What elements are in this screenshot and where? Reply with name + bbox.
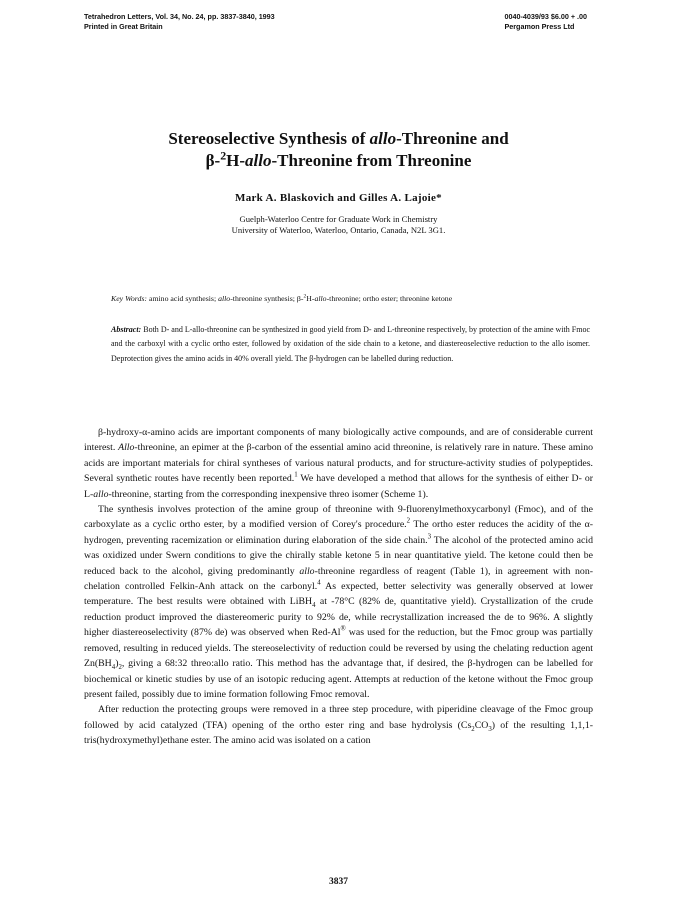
- paper-title: [0, 128, 677, 172]
- publisher-header: [504, 12, 587, 32]
- affiliation-line-2: University of Waterloo, Waterloo, Ontario, Canada, N2L 3G1.: [231, 224, 446, 235]
- paragraph-1: β-hydroxy-α-amino acids are important components of many biologically active compounds, and are of considerable current interest. Allo-threonine, an epimer at the β-carbon of the essential amino acid threonine, is relatively rare in nature. These amino acids are important materials for chiral syntheses of various natural products, and for structure-activity studies of polypeptides. Several synthetic routes have recently been reported.$^1$ We have developed a method that allows for the synthesis of either D- or L-allo-threonine, starting from the corresponding inexpensive threo isomer (Scheme 1).: [84, 427, 594, 500]
- abstract-label: Abstract:: [111, 325, 142, 334]
- authors: Mark A. Blaskovich and Gilles A. Lajoie*: [235, 192, 442, 204]
- affiliation-line-1: Guelph-Waterloo Centre for Graduate Work in Chemistry: [239, 214, 438, 224]
- keywords: Key Words: amino acid synthesis; allo-threonine synthesis; β-$^2$H-allo-threonine; ortho ester; threonine ketone: [111, 293, 453, 303]
- journal-header: [84, 12, 275, 32]
- paragraph-2: The synthesis involves protection of the amine group of threonine with 9-fluorenylmethoxycarbonyl (Fmoc), and of the carboxylate as a cyclic ortho ester, by a modified version of Corey's procedure.$^2$ The ortho ester reduces the acidity of the α-hydrogen, preventing racemization or elimination during elaboration of the side chain.$^3$ The alcohol of the protected amino acid was oxidized under Swern conditions to give the chirally stable ketone 5 in near quantitative yield. The ketone could then be reduced back to the alcohol, giving predominantly allo-threonine regardless of reagent (Table 1), in agreement with non-chelation controlled Felkin-Anh attack on the carbonyl.$^4$ As expected, better selectivity was generally observed at lower temperature. The best results were obtained with LiBH$_4$ at -78°C (82% de, quantitative yield). Crystallization of the crude reduction product improved the diastereomeric purity to 92% de, while recrystallization increased the de to 96%. A slightly higher diastereoselectivity (87% de) was observed when Red-Al® was used for the reduction, but the Fmoc group was partially removed, resulting in reduced yields. The stereoselectivity of reduction could be reversed by using the chelating reduction agent $Zn(BH_4)_2$, giving a 68:32 threo:allo ratio. This method has the advantage that, if desired, the β-hydrogen can be labelled for biochemical or kinetic studies by use of an isotopic reducing agent. Attempts at reduction of the ketone without the Fmoc group present failed, possibly due to imine formation following Fmoc removal.: [84, 504, 593, 700]
- keywords-label: Key Words:: [111, 294, 148, 303]
- printed-in: Printed in Great Britain: [84, 22, 163, 31]
- paragraph-3: After reduction the protecting groups were removed in a three step procedure, with piperidine cleavage of the Fmoc group followed by acid catalyzed (TFA) opening of the ortho ester ring and base hydrolysis $(Cs_2CO_3)$ of the resulting 1,1,1-tris(hydroxymethyl)ethane ester. The amino acid was isolated on a cation: [84, 704, 593, 747]
- page-number: 3837: [329, 877, 348, 887]
- journal-citation: Tetrahedron Letters, Vol. 34, No. 24, pp. 3837-3840, 1993: [84, 12, 275, 21]
- publisher-name: Pergamon Press Ltd: [504, 22, 575, 31]
- price-code: 0040-4039/93 $6.00 + .00: [504, 12, 587, 21]
- abstract: [111, 323, 590, 366]
- title-line-2: β-$^2$H-allo-Threonine from Threonine: [205, 148, 472, 170]
- body-text: [84, 425, 593, 749]
- abstract-text: Both D- and L-allo-threonine can be synthesized in good yield from D- and L-threonine respectively, by protection of the amine with Fmoc and the carboxyl with a cyclic ortho ester, followed by oxidation of the side chain to a ketone, and diastereoselective reduction to the allo isomer. Deprotection gives the amino acids in 40% overall yield. The β-hydrogen can be labelled during reduction.: [111, 325, 590, 363]
- title-line-1: Stereoselective Synthesis of allo-Threonine and: [168, 129, 509, 148]
- affiliation: [0, 214, 677, 235]
